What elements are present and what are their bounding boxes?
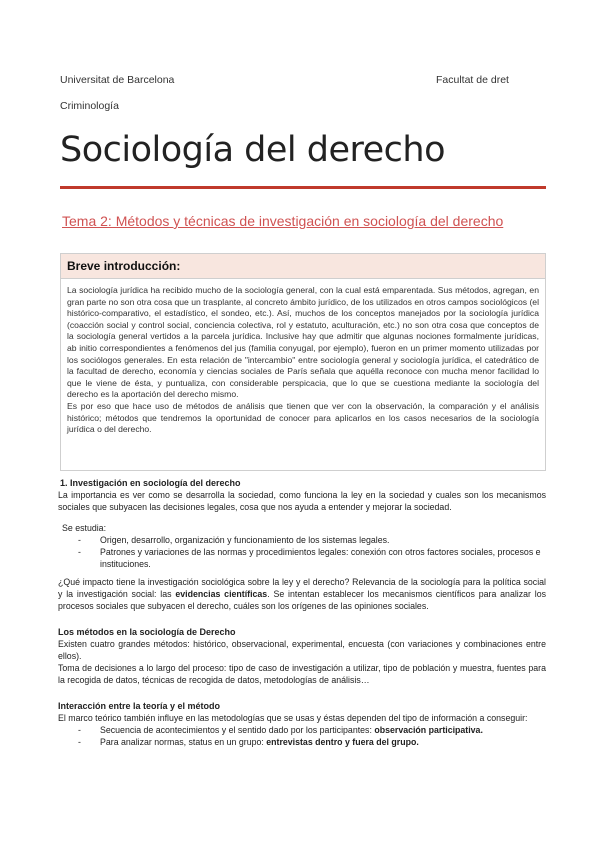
section-1-heading: 1. Investigación en sociología del derecho [60,478,241,488]
section-investigation [58,477,546,612]
list-item: - Secuencia de acontecimientos y el sentido dado por los participantes: observación participativa. [78,725,483,735]
intro-body [61,279,545,436]
intro-paragraph-1: La sociología jurídica ha recibido mucho de la sociología general, con la cual está emparentada. Sus métodos, agregan, en gran parte no son otra cosa que un trasplante, al concreto ámbito jurídico, de los utilizados en otros campos sociológicos (el histórico-comparativo, el estadístico, el sondeo, etc.). Así, muchos de los conceptos manejados por la sociología jurídica (coacción social y control social, conciencia colectiva, rol y estatuto, aculturación, etc.) no son otra cosa que conceptos de la sociología general vertidos a la parcela jurídica. Inclusive hay que admitir que algunas nociones formalmente jurídicas, ab initio correspondientes a fenómenos del jus (familia conyugal, por ejemplo), fueron en un primer momento utilizadas por los sociólogos generales. En esta relación de "intercambio" entre sociología general y sociología jurídica, el catedrático de la facultad de derecho, economía y ciencias sociales de París señala que aquélla reconoce con mucha menor facilidad lo que le viene de ésta, y puntualiza, con considerable perspicacia, que lo que se cuestiona mediante la sociología del derecho es la aportación del derecho mismo. [67,285,539,400]
topic-subtitle: Tema 2: Métodos y técnicas de investigación en sociología del derecho [62,213,504,229]
theory-heading: Interacción entre la teoría y el método [58,701,221,711]
list-item: - Origen, desarrollo, organización y funcionamiento de los sistemas legales. [78,535,390,545]
program-name: Criminología [60,100,119,112]
section-1-text: La importancia es ver como se desarrolla la sociedad, como funciona la ley en la sociedad y cuales son los mecanismos sociales que subyacen las decisiones legales, cosa que nos ayuda a entender y mejorar la sociedad. [58,490,546,512]
faculty-name: Facultat de dret [436,74,509,86]
theory-list [58,724,546,748]
impact-paragraph: ¿Qué impacto tiene la investigación sociológica sobre la ley y el derecho? Relevancia de la sociología para la política social y la investigación social: las evidencias científicas. Se intentan establecer los mecanismos científicos para analizar los procesos sociales que subyacen el derecho, cuáles son los orígenes de las opiniones sociales. [58,577,547,611]
document-title: Sociología del derecho [60,130,446,170]
methods-text-1: Existen cuatro grandes métodos: histórico, observacional, experimental, encuesta (con variaciones y combinaciones entre ellos). [58,639,546,661]
methods-heading: Los métodos en la sociología de Derecho [58,627,236,637]
list-item: - Para analizar normas, status en un grupo: entrevistas dentro y fuera del grupo. [78,737,419,747]
intro-paragraph-2: Es por eso que hace uso de métodos de análisis que tienen que ver con la observación, la comparación y el análisis histórico; métodos que tendremos la oportunidad de conocer para aplicarlos en los casos necesarios de la sociología jurídica o del derecho. [67,400,539,435]
university-name: Universitat de Barcelona [60,74,175,86]
intro-heading: Breve introducción: [61,254,545,279]
title-divider [60,186,546,189]
list-item: - Patrones y variaciones de las normas y procedimientos legales: conexión con otros factores sociales, procesos e instituciones. [78,547,541,569]
studies-list [58,534,546,570]
section-theory [58,700,546,748]
theory-text: El marco teórico también influye en las metodologías que se usas y éstas dependen del tipo de información a conseguir: [58,713,528,723]
section-methods [58,626,546,686]
methods-text-2: Toma de decisiones a lo largo del proceso: tipo de caso de investigación a utilizar, tipo de población y muestra, fuentes para la recogida de datos, técnicas de recogida de datos, metodologías de análisis… [58,663,546,685]
intro-box [60,253,546,471]
studies-label: Se estudia: [62,523,107,533]
